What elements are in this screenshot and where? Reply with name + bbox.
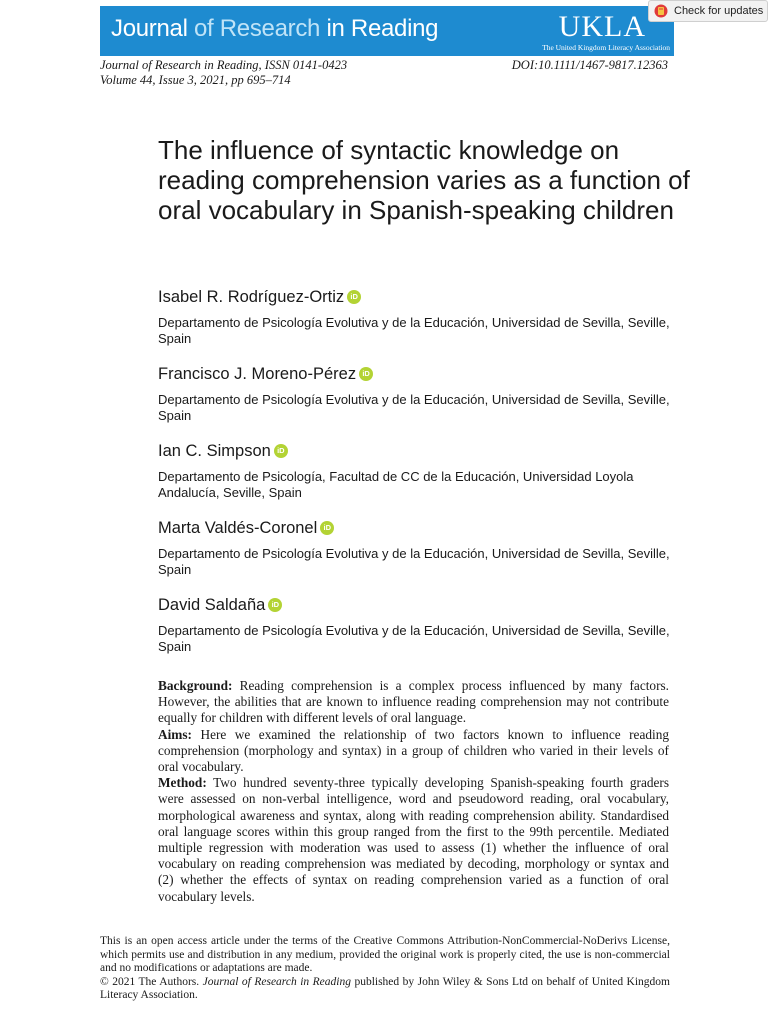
license-footer bbox=[100, 935, 670, 1003]
author-name: Isabel R. Rodríguez-Ortiz bbox=[158, 288, 345, 306]
copyright-suffix: published by John Wiley & Sons Ltd on behalf of United Kingdom Literacy Association. bbox=[100, 975, 670, 1001]
abstract-section-text: Reading comprehension is a complex process influenced by many factors. However, the abilities that are known to influence reading comprehension may not contribute equally for children with different levels of oral language. bbox=[158, 678, 669, 726]
author-affiliation: Departamento de Psicología Evolutiva y de la Educación, Universidad de Sevilla, Seville, Spain bbox=[158, 623, 670, 654]
orcid-icon[interactable]: iD bbox=[274, 444, 288, 458]
doi[interactable]: DOI:10.1111/1467-9817.12363 bbox=[511, 58, 668, 72]
author-affiliation: Departamento de Psicología Evolutiva y de la Educación, Universidad de Sevilla, Seville, Spain bbox=[158, 392, 670, 423]
license-text: This is an open access article under the terms of the Creative Commons Attribution-NonCommercial-NoDerivs License, which permits use and distribution in any medium, provided the original work is properly cited, the use is non-commercial and no modifications or adaptations are made. bbox=[100, 935, 670, 974]
author-entry bbox=[158, 363, 678, 440]
author-affiliation: Departamento de Psicología, Facultad de CC de la Educación, Universidad Loyola Andalucía, Seville, Spain bbox=[158, 469, 634, 500]
journal-name-part: of Research bbox=[193, 15, 327, 42]
orcid-icon[interactable]: iD bbox=[359, 367, 373, 381]
copyright-journal: Journal of Research in Reading bbox=[202, 975, 351, 988]
abstract-section-label: Method: bbox=[158, 775, 207, 791]
author-name: Francisco J. Moreno-Pérez bbox=[158, 365, 357, 383]
author-name: Marta Valdés-Coronel bbox=[158, 519, 318, 537]
orcid-icon[interactable]: iD bbox=[347, 290, 361, 304]
copyright-prefix: © 2021 The Authors. bbox=[100, 975, 203, 988]
author-entry bbox=[158, 286, 678, 363]
copyright-line bbox=[100, 976, 670, 1003]
abstract-method bbox=[158, 775, 669, 905]
author-entry bbox=[158, 517, 678, 594]
journal-citation bbox=[100, 58, 347, 88]
journal-volume-line: Volume 44, Issue 3, 2021, pp 695–714 bbox=[100, 73, 291, 87]
journal-name-part: in bbox=[326, 15, 351, 42]
abstract-aims bbox=[158, 727, 669, 776]
author-entry bbox=[158, 440, 678, 517]
author-entry bbox=[158, 594, 678, 671]
abstract-background bbox=[158, 678, 669, 727]
abstract bbox=[158, 678, 669, 905]
author-list bbox=[158, 286, 678, 671]
orcid-icon[interactable]: iD bbox=[320, 521, 334, 535]
check-updates-label: Check for updates bbox=[674, 5, 764, 17]
journal-issn-line: Journal of Research in Reading, ISSN 0141-0423 bbox=[100, 58, 348, 72]
journal-banner bbox=[100, 6, 674, 56]
check-for-updates-button[interactable] bbox=[648, 0, 768, 22]
author-affiliation: Departamento de Psicología Evolutiva y de la Educación, Universidad de Sevilla, Seville, Spain bbox=[158, 315, 670, 346]
abstract-section-text: Two hundred seventy-three typically developing Spanish-speaking fourth graders were assessed on non-verbal intelligence, word and pseudoword reading, oral vocabulary, morphological awareness and syntax, along with reading comprehension ability. Standardised oral language scores within this group ranged from the first to the 99th percentile. Mediated multiple regression with moderation was used to assess (1) whether the influence of oral vocabulary on reading comprehension was mediated by decoding, morphology or syntax and (2) whether the effects of syntax on reading comprehension varied as a function of oral vocabulary levels. bbox=[158, 775, 669, 904]
author-name: Ian C. Simpson bbox=[158, 442, 271, 460]
author-name: David Saldaña bbox=[158, 596, 266, 614]
journal-name-part: Reading bbox=[350, 15, 439, 42]
ukla-subtitle: The United Kingdom Literacy Association bbox=[542, 43, 670, 52]
abstract-section-label: Background: bbox=[158, 678, 233, 693]
article-title: The influence of syntactic knowledge on reading comprehension varies as a function of oral vocabulary in Spanish-speaking children bbox=[158, 135, 690, 225]
journal-name-part: Journal bbox=[111, 15, 194, 42]
ukla-logo: UKLA bbox=[558, 10, 646, 43]
journal-name bbox=[111, 15, 438, 43]
orcid-icon[interactable]: iD bbox=[268, 598, 282, 612]
author-affiliation: Departamento de Psicología Evolutiva y de la Educación, Universidad de Sevilla, Seville, Spain bbox=[158, 546, 670, 577]
abstract-section-text: Here we examined the relationship of two factors known to influence reading comprehension (morphology and syntax) in a group of children who varied in their levels of oral vocabulary. bbox=[158, 726, 669, 775]
check-updates-icon bbox=[654, 4, 668, 18]
abstract-section-label: Aims: bbox=[158, 726, 192, 742]
